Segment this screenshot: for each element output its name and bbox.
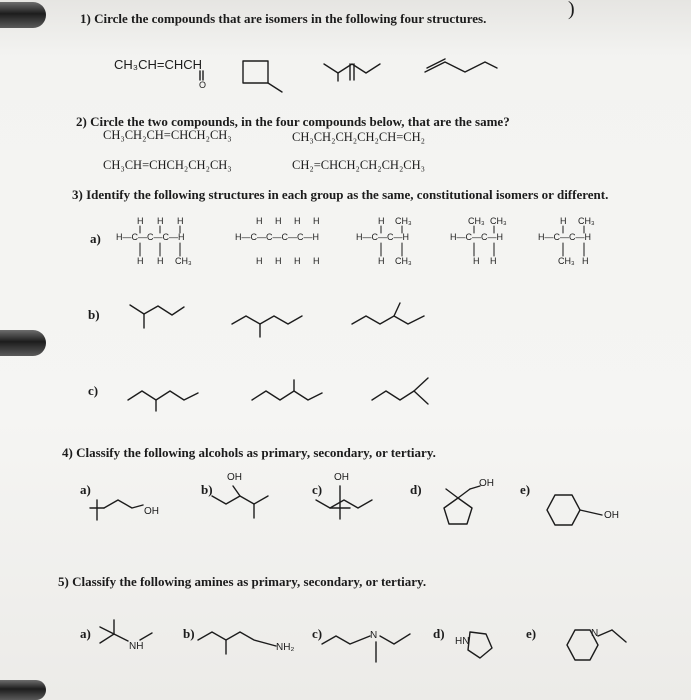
q3a-s4-top-ch3b: CH₃ [490,216,507,226]
question-4: 4) Classify the following alcohols as primary, secondary, or tertiary. [62,445,436,460]
q3a-s1-top-h3: H [177,216,184,226]
q3a-s2-top: H H H H [256,216,325,226]
q3a-s1-bot-h1: H [137,256,144,266]
q4c-alcohol [316,486,372,519]
q4-label-d: d) [410,482,422,497]
q5-label-e: e) [526,626,537,641]
q3a-s3-bot-ch3: CH₃ [395,256,412,266]
q4c-oh: OH [334,472,349,483]
q3a-s4-bot-h2: H [490,256,497,266]
q4-label-a: a) [80,482,91,497]
q4a-oh: OH [144,506,159,517]
q5-label-a: a) [80,626,91,641]
question-1: 1) Circle the compounds that are isomers in the following four structures. [80,11,487,26]
q3a-s4-chain: H—C—C—H [450,232,503,242]
q5a-amine [100,620,152,643]
q4-label-c: c) [312,482,323,497]
q3a-s2-chain: H—C—C—C—C—H [235,232,319,242]
corner-mark: ) [568,0,575,20]
q3a-s5-bot-h: H [582,256,589,266]
q5-label-c: c) [312,626,323,641]
q1-alkenol [425,59,497,72]
q4d-oh: OH [479,478,494,489]
q4e-oh: OH [604,510,619,521]
q5b-nh2: NH₂ [276,642,295,653]
q5b-amine [198,632,276,654]
q4e-cyclohexylmethanol [547,495,602,525]
q5d-hn: HN [455,636,470,647]
q5-label-d: d) [433,626,445,641]
q2-formula-1: CH₃CH₂CH=CHCH₂CH₃ [103,128,232,142]
q3-label-c: c) [88,383,99,398]
q4-label-b: b) [201,482,213,497]
q4d-cyclopentanol [444,486,480,524]
q3-label-a: a) [90,231,101,246]
q5e-piperidine [567,630,626,660]
q3b-structure-1 [130,305,184,328]
q4b-oh: OH [227,472,242,483]
q4-label-e: e) [520,482,531,497]
q4b-alcohol [212,486,268,518]
q3a-s2-bot: H H H H [256,256,325,266]
q2-formula-4: CH₂=CHCH₂CH₂CH₂CH₃ [292,158,426,172]
q3a-s3-top-h: H [378,216,385,226]
q5c-n: N [370,630,378,641]
q3a-s5-bot-ch3: CH₃ [558,256,575,266]
q3c-structure-3 [372,378,428,404]
q3a-s5-chain: H—C—C—H [538,232,591,242]
q2-formula-3: CH₃CH=CHCH₂CH₂CH₃ [103,158,232,172]
q3a-s5-top-h: H [560,216,567,226]
q3a-s1-chain: H—C—C—C—H [116,232,185,242]
q5c-amine [322,634,410,662]
question-2: 2) Circle the two compounds, in the four compounds below, that are the same? [76,114,510,129]
q3b-structure-3 [352,303,424,324]
q3a-s3-top-ch3: CH₃ [395,216,412,226]
q1-ketone [324,64,380,81]
q3a-s4-bot-h1: H [473,256,480,266]
question-5: 5) Classify the following amines as primary, secondary, or tertiary. [58,574,427,589]
q3a-s3-bot-h: H [378,256,385,266]
q3a-s4-top-ch3a: CH₃ [468,216,485,226]
q3c-structure-2 [252,380,322,400]
question-3: 3) Identify the following structures in each group as the same, constitutional isomers or different. [72,187,609,202]
q5a-nh: NH [129,641,144,652]
q5e-n: N [591,628,599,639]
q1-cyclobutanol [243,61,282,92]
q5d-pyrrolidine [468,632,492,658]
q3a-s1-bot-h2: H [157,256,164,266]
q3a-s3-chain: H—C—C—H [356,232,409,242]
q3c-structure-1 [128,391,198,411]
q1-aldehyde-formula: CH₃CH=CHCH [114,57,202,72]
q3a-s1-bot-ch3: CH₃ [175,256,192,266]
q3a-s5-top-ch3: CH₃ [578,216,595,226]
q1-carbonyl-bond [200,71,203,80]
q5-label-b: b) [183,626,195,641]
q2-formula-2: CH₃CH₂CH₂CH₂CH=CH₂ [292,130,426,144]
q3a-s1-top-h1: H [137,216,144,226]
q3a-s1-top-h2: H [157,216,164,226]
q3-label-b: b) [88,307,100,322]
q3a-vertical-bonds [140,226,584,256]
q4a-tert-butyl-methanol [90,500,143,520]
q3b-structure-2 [232,316,302,337]
q1-carbonyl-oxygen: O [199,80,207,90]
